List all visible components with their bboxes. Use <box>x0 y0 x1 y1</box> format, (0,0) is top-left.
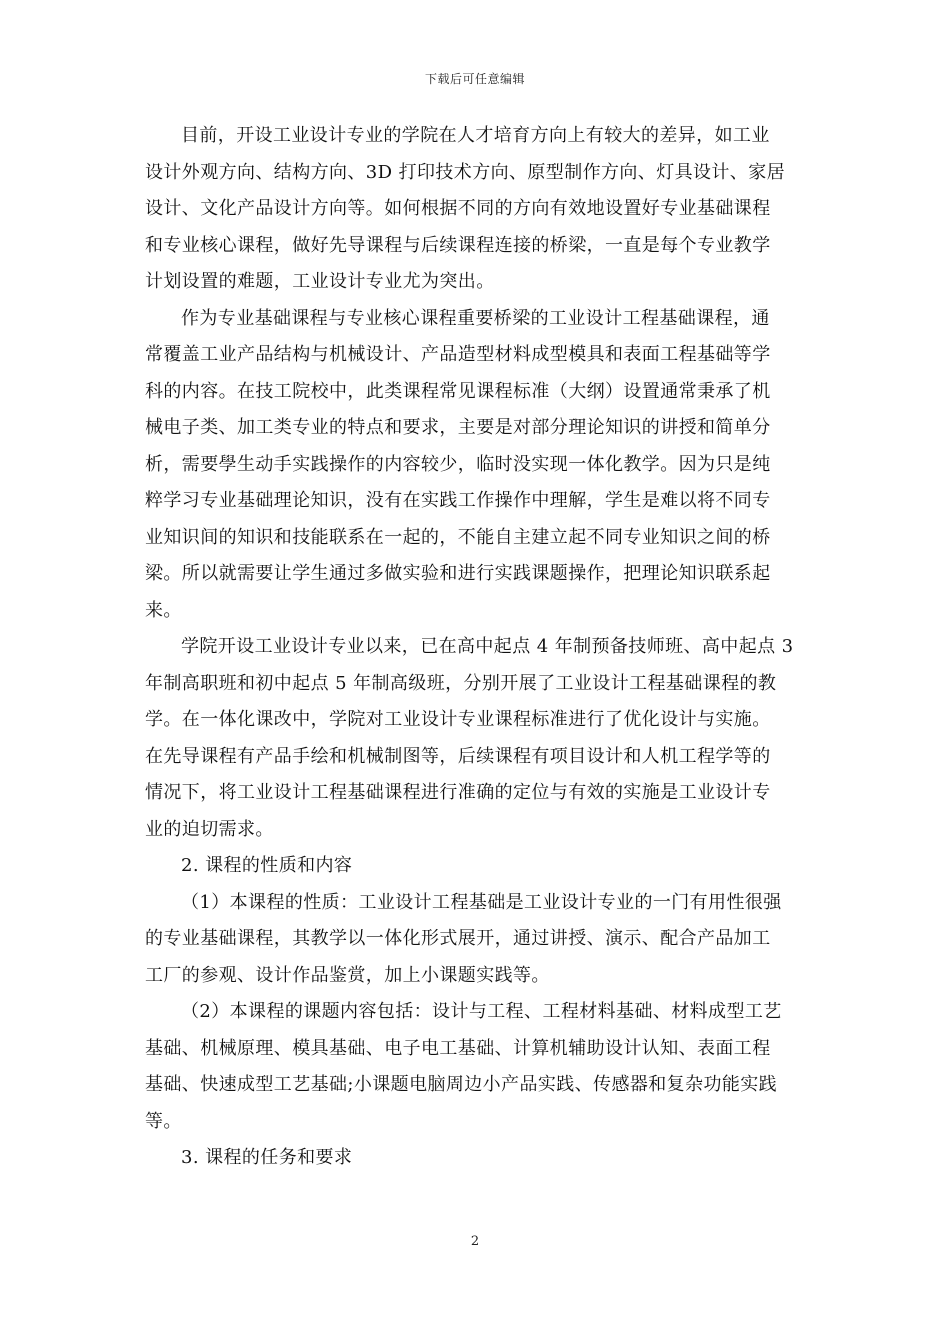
text-line: 析，需要學生动手实践操作的内容较少，临时没实现一体化教学。因为只是纯 <box>145 453 771 475</box>
text-line: 业知识间的知识和技能联系在一起的，不能自主建立起不同专业知识之间的桥 <box>145 526 771 548</box>
paragraph-3 <box>145 629 810 848</box>
text-line: 情况下，将工业设计工程基础课程进行准确的定位与有效的实施是工业设计专 <box>145 782 771 803</box>
text-line: （1）本课程的性质：工业设计工程基础是工业设计专业的一门有用性很强 <box>181 891 782 913</box>
text-line: （2）本课程的课题内容包括：设计与工程、工程材料基础、材料成型工艺 <box>181 1001 782 1022</box>
heading-text: 2. 课程的性质和内容 <box>181 855 353 876</box>
section-heading-2 <box>145 848 810 885</box>
text-line: 业的迫切需求。 <box>145 818 274 840</box>
text-line: 粹学习专业基础理论知识，没有在实践工作操作中理解，学生是难以将不同专 <box>145 490 771 511</box>
section-heading-3 <box>145 1140 810 1177</box>
heading-text: 3. 课程的任务和要求 <box>181 1147 353 1168</box>
text-line: 常覆盖工业产品结构与机械设计、产品造型材料成型模具和表面工程基础等学 <box>145 344 771 365</box>
text-line: 学院开设工业设计专业以来，已在高中起点 4 年制预备技师班、高中起点 3 <box>181 636 794 657</box>
document-body <box>145 118 810 1177</box>
text-line: 计划设置的难题，工业设计专业尤为突出。 <box>145 271 495 292</box>
text-line: 设计外观方向、结构方向、3D 打印技术方向、原型制作方向、灯具设计、家居 <box>145 161 786 183</box>
page-header: 下载后可任意编辑 <box>424 72 525 86</box>
text-line: 等。 <box>145 1110 182 1132</box>
text-line: 年制高职班和初中起点 5 年制高级班，分别开展了工业设计工程基础课程的教 <box>145 672 777 694</box>
text-line: 目前，开设工业设计专业的学院在人才培育方向上有较大的差异，如工业 <box>181 125 770 146</box>
text-line: 的专业基础课程，其教学以一体化形式展开，通过讲授、演示、配合产品加工 <box>145 928 771 949</box>
text-line: 基础、机械原理、模具基础、电子电工基础、计算机辅助设计认知、表面工程 <box>145 1037 771 1059</box>
paragraph-1 <box>145 118 810 301</box>
text-line: 基础、快速成型工艺基础;小课题电脑周边小产品实践、传感器和复杂功能实践 <box>145 1074 778 1095</box>
text-line: 械电子类、加工类专业的特点和要求，主要是对部分理论知识的讲授和简单分 <box>145 417 771 438</box>
page-number: 2 <box>470 1234 480 1249</box>
paragraph-2 <box>145 301 810 630</box>
text-line: 设计、文化产品设计方向等。如何根据不同的方向有效地设置好专业基础课程 <box>145 198 771 219</box>
text-line: 在先导课程有产品手绘和机械制图等，后续课程有项目设计和人机工程学等的 <box>145 745 771 767</box>
text-line: 作为专业基础课程与专业核心课程重要桥梁的工业设计工程基础课程，通 <box>181 307 770 329</box>
text-line: 科的内容。在技工院校中，此类课程常见课程标准（大纲）设置通常秉承了机 <box>145 380 771 402</box>
text-line: 梁。所以就需要让学生通过多做实验和进行实践课题操作，把理论知识联系起 <box>145 563 771 584</box>
text-line: 工厂的参观、设计作品鉴赏，加上小课题实践等。 <box>145 964 550 986</box>
text-line: 学。在一体化课改中，学院对工业设计专业课程标准进行了优化设计与实施。 <box>145 709 771 730</box>
text-line: 来。 <box>145 599 182 621</box>
paragraph-content <box>145 994 810 1140</box>
paragraph-nature <box>145 885 810 995</box>
text-line: 和专业核心课程，做好先导课程与后续课程连接的桥梁，一直是每个专业教学 <box>145 234 771 256</box>
